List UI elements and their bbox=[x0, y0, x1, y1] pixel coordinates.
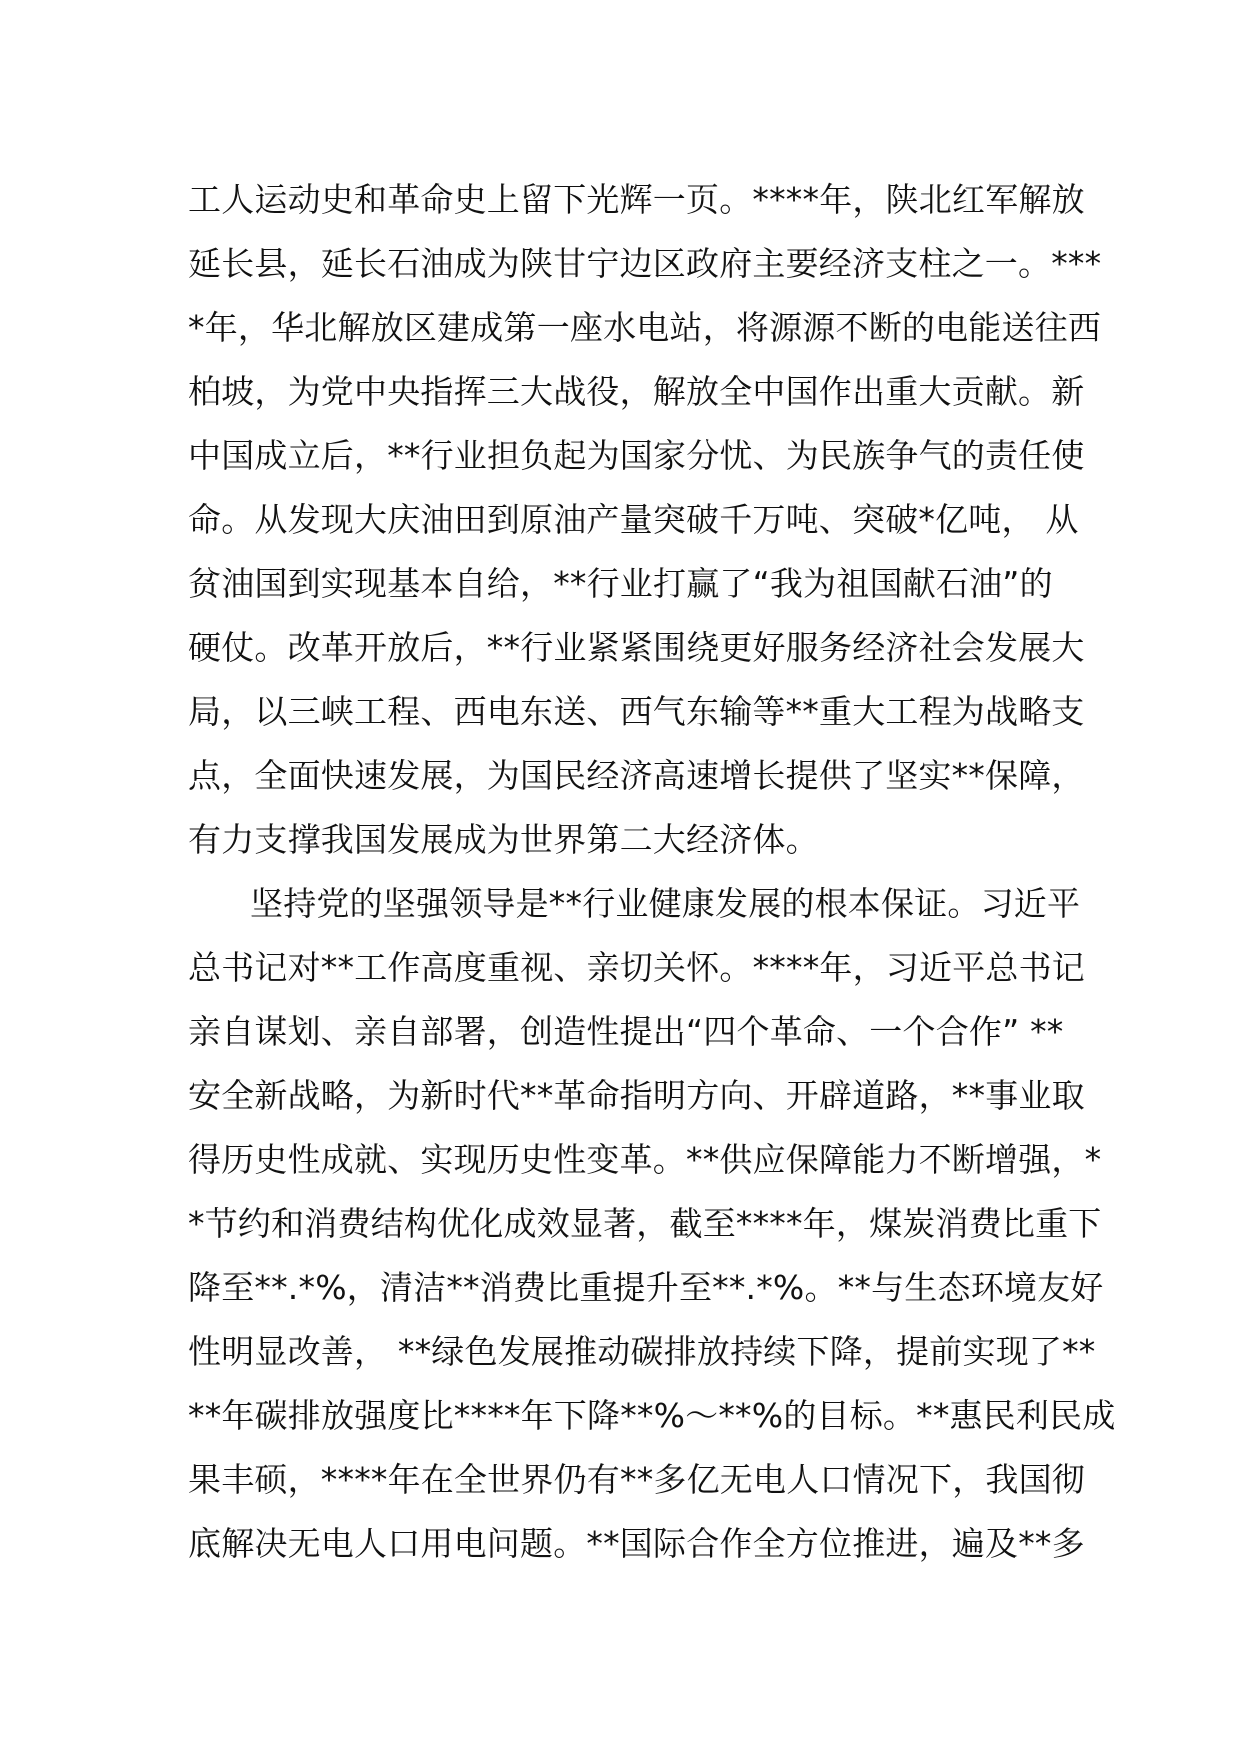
text-line: 柏坡，为党中央指挥三大战役，解放全中国作出重大贡献。新 bbox=[188, 372, 1085, 411]
text-line: 局，以三峡工程、西电东送、西气东输等**重大工程为战略支 bbox=[188, 692, 1085, 731]
text-line: 底解决无电人口用电问题。**国际合作全方位推进，遍及**多 bbox=[188, 1524, 1085, 1563]
text-line: *年，华北解放区建成第一座水电站，将源源不断的电能送往西 bbox=[188, 308, 1102, 347]
text-line: 安全新战略，为新时代**革命指明方向、开辟道路，**事业取 bbox=[188, 1076, 1085, 1115]
text-line: 降至**.*%，清洁**消费比重提升至**.*%。**与生态环境友好 bbox=[188, 1268, 1104, 1307]
text-line: 总书记对**工作高度重视、亲切关怀。****年，习近平总书记 bbox=[188, 948, 1085, 987]
text-line: 中国成立后，**行业担负起为国家分忧、为民族争气的责任使 bbox=[188, 436, 1085, 475]
text-line: 有力支撑我国发展成为世界第二大经济体。 bbox=[188, 820, 819, 859]
text-line: 贫油国到实现基本自给，**行业打赢了“我为祖国献石油”的 bbox=[188, 564, 1053, 603]
paragraph-leadership bbox=[188, 872, 1116, 1576]
text-line: 得历史性成就、实现历史性变革。**供应保障能力不断增强，* bbox=[188, 1140, 1102, 1179]
text-line-first: 坚持党的坚强领导是**行业健康发展的根本保证。习近平 bbox=[250, 884, 1081, 923]
text-line: 点，全面快速发展，为国民经济高速增长提供了坚实**保障， bbox=[188, 756, 1085, 795]
text-line: **年碳排放强度比****年下降**%～**%的目标。**惠民利民成 bbox=[188, 1396, 1116, 1435]
text-line: 命。从发现大庆油田到原油产量突破千万吨、突破*亿吨， 从 bbox=[188, 500, 1079, 539]
text-line: 性明显改善， **绿色发展推动碳排放持续下降，提前实现了** bbox=[188, 1332, 1096, 1371]
body-text bbox=[188, 168, 1116, 1576]
text-line: 延长县，延长石油成为陕甘宁边区政府主要经济支柱之一。*** bbox=[188, 244, 1102, 283]
text-line: 果丰硕，****年在全世界仍有**多亿无电人口情况下，我国彻 bbox=[188, 1460, 1085, 1499]
text-line: 硬仗。改革开放后，**行业紧紧围绕更好服务经济社会发展大 bbox=[188, 628, 1085, 667]
text-line: *节约和消费结构优化成效显著，截至****年，煤炭消费比重下 bbox=[188, 1204, 1102, 1243]
text-line: 亲自谋划、亲自部署，创造性提出“四个革命、一个合作” ** bbox=[188, 1012, 1064, 1051]
paragraph-history bbox=[188, 168, 1102, 872]
text-line: 工人运动史和革命史上留下光辉一页。****年，陕北红军解放 bbox=[188, 180, 1085, 219]
